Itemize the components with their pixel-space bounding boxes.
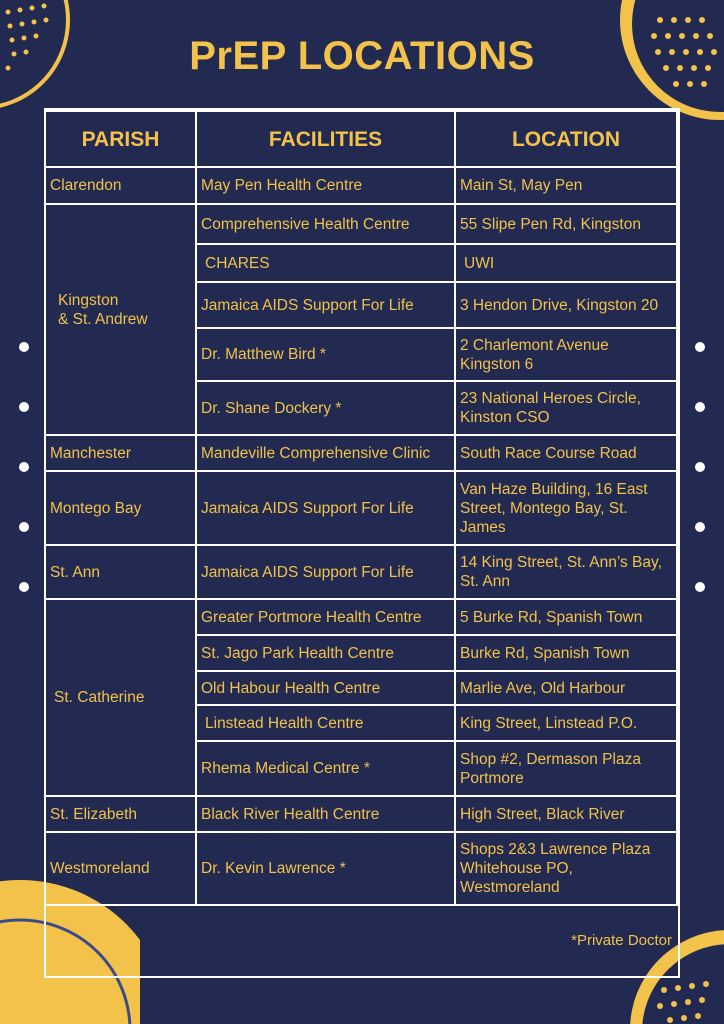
bullet-dot <box>19 342 29 352</box>
footnote: *Private Doctor <box>571 932 672 949</box>
facility-cell: CHARES <box>195 243 456 283</box>
facility-cell: Dr. Kevin Lawrence * <box>195 831 456 906</box>
facility-cell: Jamaica AIDS Support For Life <box>195 544 456 600</box>
bullet-dot <box>695 462 705 472</box>
facility-cell: Dr. Matthew Bird * <box>195 327 456 382</box>
location-cell: King Street, Linstead P.O. <box>454 704 678 742</box>
location-cell: UWI <box>454 243 678 283</box>
location-cell: Main St, May Pen <box>454 166 678 205</box>
facility-cell: St. Jago Park Health Centre <box>195 634 456 672</box>
facility-cell: Dr. Shane Dockery * <box>195 380 456 436</box>
parish-cell: St. Catherine <box>44 598 197 797</box>
facility-cell: Jamaica AIDS Support For Life <box>195 470 456 546</box>
location-cell: Shops 2&3 Lawrence Plaza Whitehouse PO, Westmoreland <box>454 831 678 906</box>
location-cell: Burke Rd, Spanish Town <box>454 634 678 672</box>
facility-cell: Comprehensive Health Centre <box>195 203 456 245</box>
facility-cell: Black River Health Centre <box>195 795 456 833</box>
location-cell: 23 National Heroes Circle, Kinston CSO <box>454 380 678 436</box>
location-cell: 55 Slipe Pen Rd, Kingston <box>454 203 678 245</box>
bullet-dot <box>19 522 29 532</box>
page-title: PrEP LOCATIONS <box>189 34 535 78</box>
facility-cell: Greater Portmore Health Centre <box>195 598 456 636</box>
facility-cell: Mandeville Comprehensive Clinic <box>195 434 456 472</box>
parish-cell: Kingston & St. Andrew <box>44 203 197 436</box>
parish-cell: Montego Bay <box>44 470 197 546</box>
facility-cell: May Pen Health Centre <box>195 166 456 205</box>
bullet-dot <box>695 522 705 532</box>
bullet-dot <box>695 342 705 352</box>
location-cell: Marlie Ave, Old Harbour <box>454 670 678 706</box>
location-cell: Shop #2, Dermason Plaza Portmore <box>454 740 678 797</box>
facility-cell: Old Habour Health Centre <box>195 670 456 706</box>
facility-cell: Linstead Health Centre <box>195 704 456 742</box>
parish-cell: Clarendon <box>44 166 197 205</box>
bullet-dot <box>19 462 29 472</box>
parish-cell: St. Elizabeth <box>44 795 197 833</box>
parish-cell: Westmoreland <box>44 831 197 906</box>
parish-cell: St. Ann <box>44 544 197 600</box>
location-cell: 5 Burke Rd, Spanish Town <box>454 598 678 636</box>
parish-cell: Manchester <box>44 434 197 472</box>
location-cell: Van Haze Building, 16 East Street, Montego Bay, St. James <box>454 470 678 546</box>
location-cell: 3 Hendon Drive, Kingston 20 <box>454 281 678 329</box>
bullet-dot <box>19 582 29 592</box>
column-header-location: LOCATION <box>454 110 678 168</box>
column-header-parish: PARISH <box>44 110 197 168</box>
column-header-facilities: FACILITIES <box>195 110 456 168</box>
location-cell: South Race Course Road <box>454 434 678 472</box>
facility-cell: Rhema Medical Centre * <box>195 740 456 797</box>
bullet-dot <box>695 582 705 592</box>
facility-cell: Jamaica AIDS Support For Life <box>195 281 456 329</box>
bullet-dot <box>695 402 705 412</box>
location-cell: 2 Charlemont Avenue Kingston 6 <box>454 327 678 382</box>
location-cell: 14 King Street, St. Ann’s Bay, St. Ann <box>454 544 678 600</box>
location-cell: High Street, Black River <box>454 795 678 833</box>
bullet-dot <box>19 402 29 412</box>
